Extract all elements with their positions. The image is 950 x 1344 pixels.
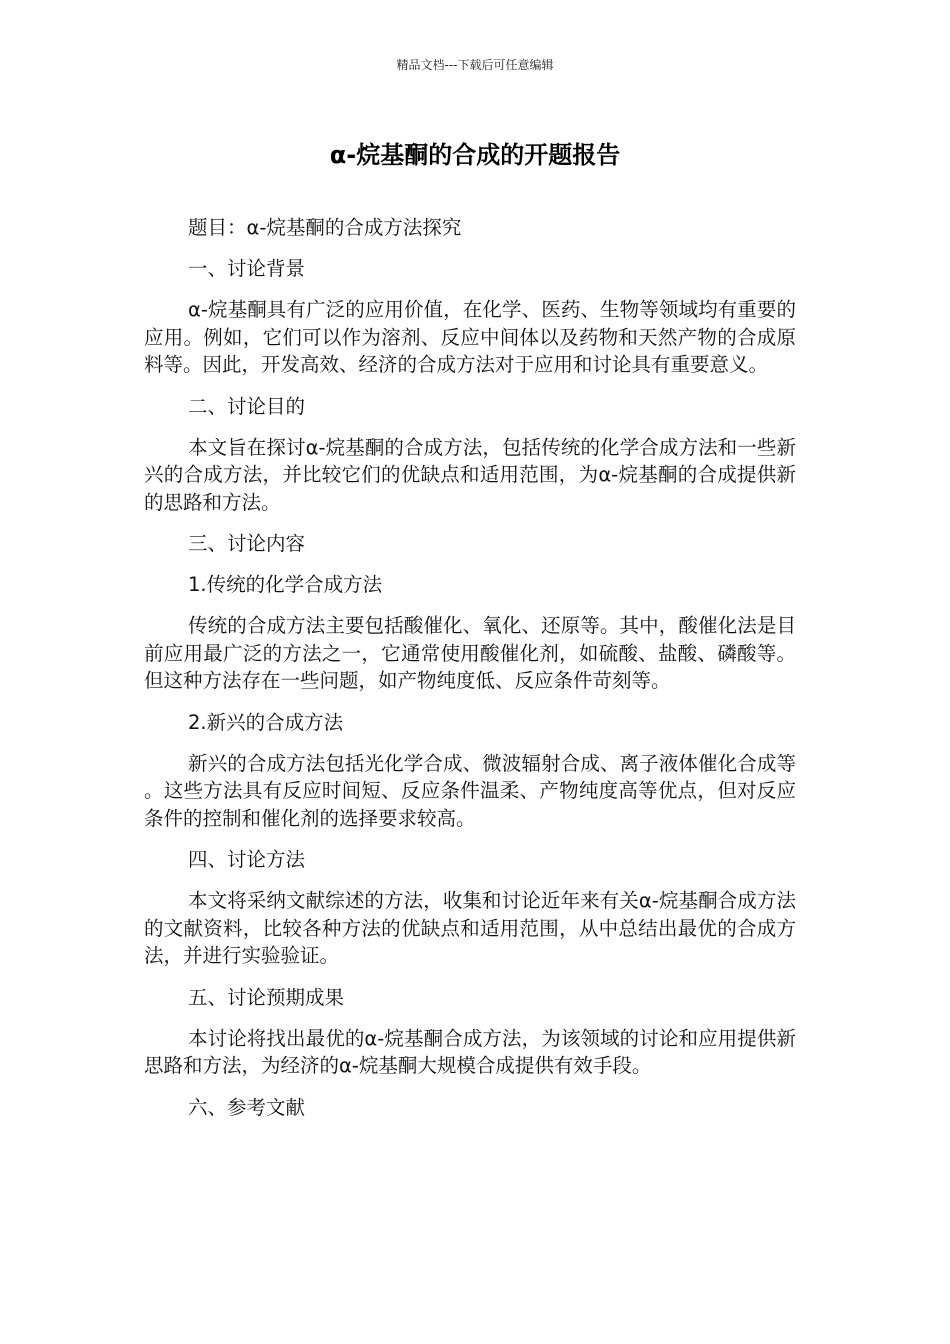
traditional-methods-heading: 1.传统的化学合成方法 xyxy=(188,573,383,596)
references-heading: 六、参考文献 xyxy=(188,1095,306,1119)
topic-line: 题目：α-烷基酮的合成方法探究 xyxy=(188,216,462,239)
background-paragraph: α-烷基酮具有广泛的应用价值，在化学、医药、生物等领域均有重要的应用。例如，它们可以作为溶剂、反应中间体以及药物和天然产物的合成原料等。因此，开发高效、经济的合成方法对于应用和讨论具有重要意义。 xyxy=(144,298,796,376)
traditional-methods-paragraph: 传统的合成方法主要包括酸催化、氧化、还原等。其中，酸催化法是目前应用最广泛的方法之一，它通常使用酸催化剂，如硫酸、盐酸、磷酸等。但这种方法存在一些问题，如产物纯度低、反应条件苛刻等。 xyxy=(144,614,796,692)
purpose-paragraph: 本文旨在探讨α-烷基酮的合成方法，包括传统的化学合成方法和一些新兴的合成方法，并比较它们的优缺点和适用范围，为α-烷基酮的合成提供新的思路和方法。 xyxy=(144,435,796,514)
header-note: 精品文档---下载后可任意编辑 xyxy=(396,58,554,72)
emerging-methods-heading: 2.新兴的合成方法 xyxy=(188,710,344,734)
document-body xyxy=(144,214,796,1135)
method-heading: 四、讨论方法 xyxy=(188,848,306,871)
purpose-heading: 二、讨论目的 xyxy=(188,394,306,418)
emerging-methods-paragraph: 新兴的合成方法包括光化学合成、微波辐射合成、离子液体催化合成等。这些方法具有反应时间短、反应条件温柔、产物纯度高等优点，但对反应条件的控制和催化剂的选择要求较高。 xyxy=(144,751,796,830)
content-heading: 三、讨论内容 xyxy=(188,532,306,555)
expected-results-heading: 五、讨论预期成果 xyxy=(188,985,345,1009)
expected-results-paragraph: 本讨论将找出最优的α-烷基酮合成方法，为该领域的讨论和应用提供新思路和方法，为经济的α-烷基酮大规模合成提供有效手段。 xyxy=(144,1026,796,1077)
method-paragraph: 本文将采纳文献综述的方法，收集和讨论近年来有关α-烷基酮合成方法的文献资料，比较各种方法的优缺点和适用范围，从中总结出最优的合成方法，并进行实验验证。 xyxy=(144,889,796,967)
document-title: α-烷基酮的合成的开题报告 xyxy=(329,141,621,169)
background-heading: 一、讨论背景 xyxy=(188,257,306,280)
